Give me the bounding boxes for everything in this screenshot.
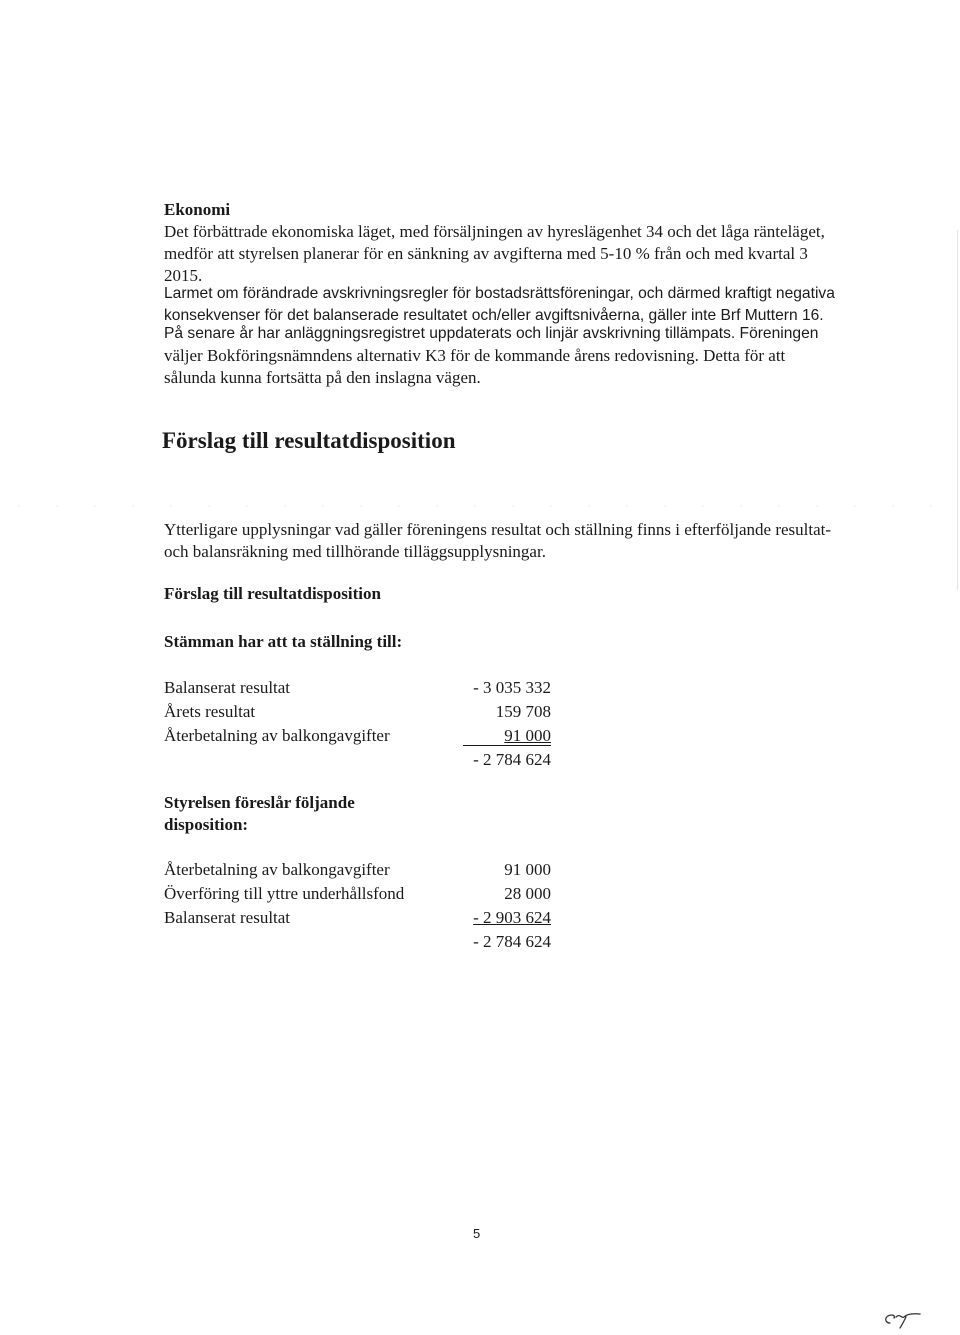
ekonomi-paragraph-2 bbox=[164, 283, 835, 327]
stamman-row-label: Årets resultat bbox=[164, 702, 256, 721]
text-line: Det förbättrade ekonomiska läget, med försäljningen av hyreslägenhet 34 och det låga ränteläget, bbox=[164, 222, 825, 241]
styrelsen-row-label: Överföring till yttre underhållsfond bbox=[164, 884, 405, 903]
styrelsen-row-value: 91 000 bbox=[504, 860, 551, 879]
page-number: 5 bbox=[473, 1226, 481, 1241]
intro-paragraph bbox=[164, 519, 831, 563]
text-line: Styrelsen föreslår följande bbox=[164, 793, 355, 812]
text-line: Ytterligare upplysningar vad gäller föreningens resultat och ställning finns i efterföljande resultat- bbox=[164, 520, 832, 539]
ekonomi-paragraph-3 bbox=[164, 323, 818, 389]
text-line: konsekvenser för det balanserade resultatet och/eller avgiftsnivåerna, gäller inte Brf Muttern 16. bbox=[164, 307, 824, 324]
text-line: På senare år har anläggningsregistret uppdaterats och linjär avskrivning tillämpats. Föreningen bbox=[164, 325, 819, 342]
scan-edge-line bbox=[957, 230, 958, 590]
sum-rule bbox=[463, 745, 551, 746]
text-line: disposition: bbox=[164, 815, 249, 834]
text-line: sålunda kunna fortsätta på den inslagna vägen. bbox=[164, 368, 481, 387]
text-line: och balansräkning med tillhörande tilläggsupplysningar. bbox=[164, 542, 546, 561]
section-heading-ekonomi: Ekonomi bbox=[164, 200, 231, 219]
styrelsen-row-label: Återbetalning av balkongavgifter bbox=[164, 860, 390, 879]
stamman-row-value: - 3 035 332 bbox=[473, 678, 551, 697]
stamman-row-value: 159 708 bbox=[495, 702, 551, 721]
scan-artifact-dots bbox=[0, 505, 960, 507]
styrelsen-heading bbox=[164, 792, 355, 836]
signature-initials-icon bbox=[880, 1305, 928, 1329]
resultatdisposition-main-heading: Förslag till resultatdisposition bbox=[162, 428, 456, 453]
stamman-total: - 2 784 624 bbox=[473, 750, 551, 769]
styrelsen-total: - 2 784 624 bbox=[473, 932, 551, 951]
stamman-row-label: Balanserat resultat bbox=[164, 678, 291, 697]
stamman-heading: Stämman har att ta ställning till: bbox=[164, 632, 403, 651]
styrelsen-row-label: Balanserat resultat bbox=[164, 908, 291, 927]
text-line: Larmet om förändrade avskrivningsregler för bostadsrättsföreningar, och därmed kraftigt negativa bbox=[164, 285, 835, 302]
ekonomi-paragraph-1 bbox=[164, 221, 825, 287]
stamman-row-label: Återbetalning av balkongavgifter bbox=[164, 726, 390, 745]
resultatdisposition-sub-heading: Förslag till resultatdisposition bbox=[164, 584, 381, 603]
styrelsen-row-value-underlined: - 2 903 624 bbox=[473, 908, 551, 927]
text-line: 2015. bbox=[164, 266, 203, 285]
text-line: väljer Bokföringsnämndens alternativ K3 för de kommande årens redovisning. Detta för att bbox=[164, 346, 786, 365]
text-line: medför att styrelsen planerar för en sänkning av avgifterna med 5-10 % från och med kvartal 3 bbox=[164, 244, 808, 263]
stamman-row-value-underlined: 91 000 bbox=[504, 726, 551, 745]
styrelsen-row-value: 28 000 bbox=[504, 884, 551, 903]
